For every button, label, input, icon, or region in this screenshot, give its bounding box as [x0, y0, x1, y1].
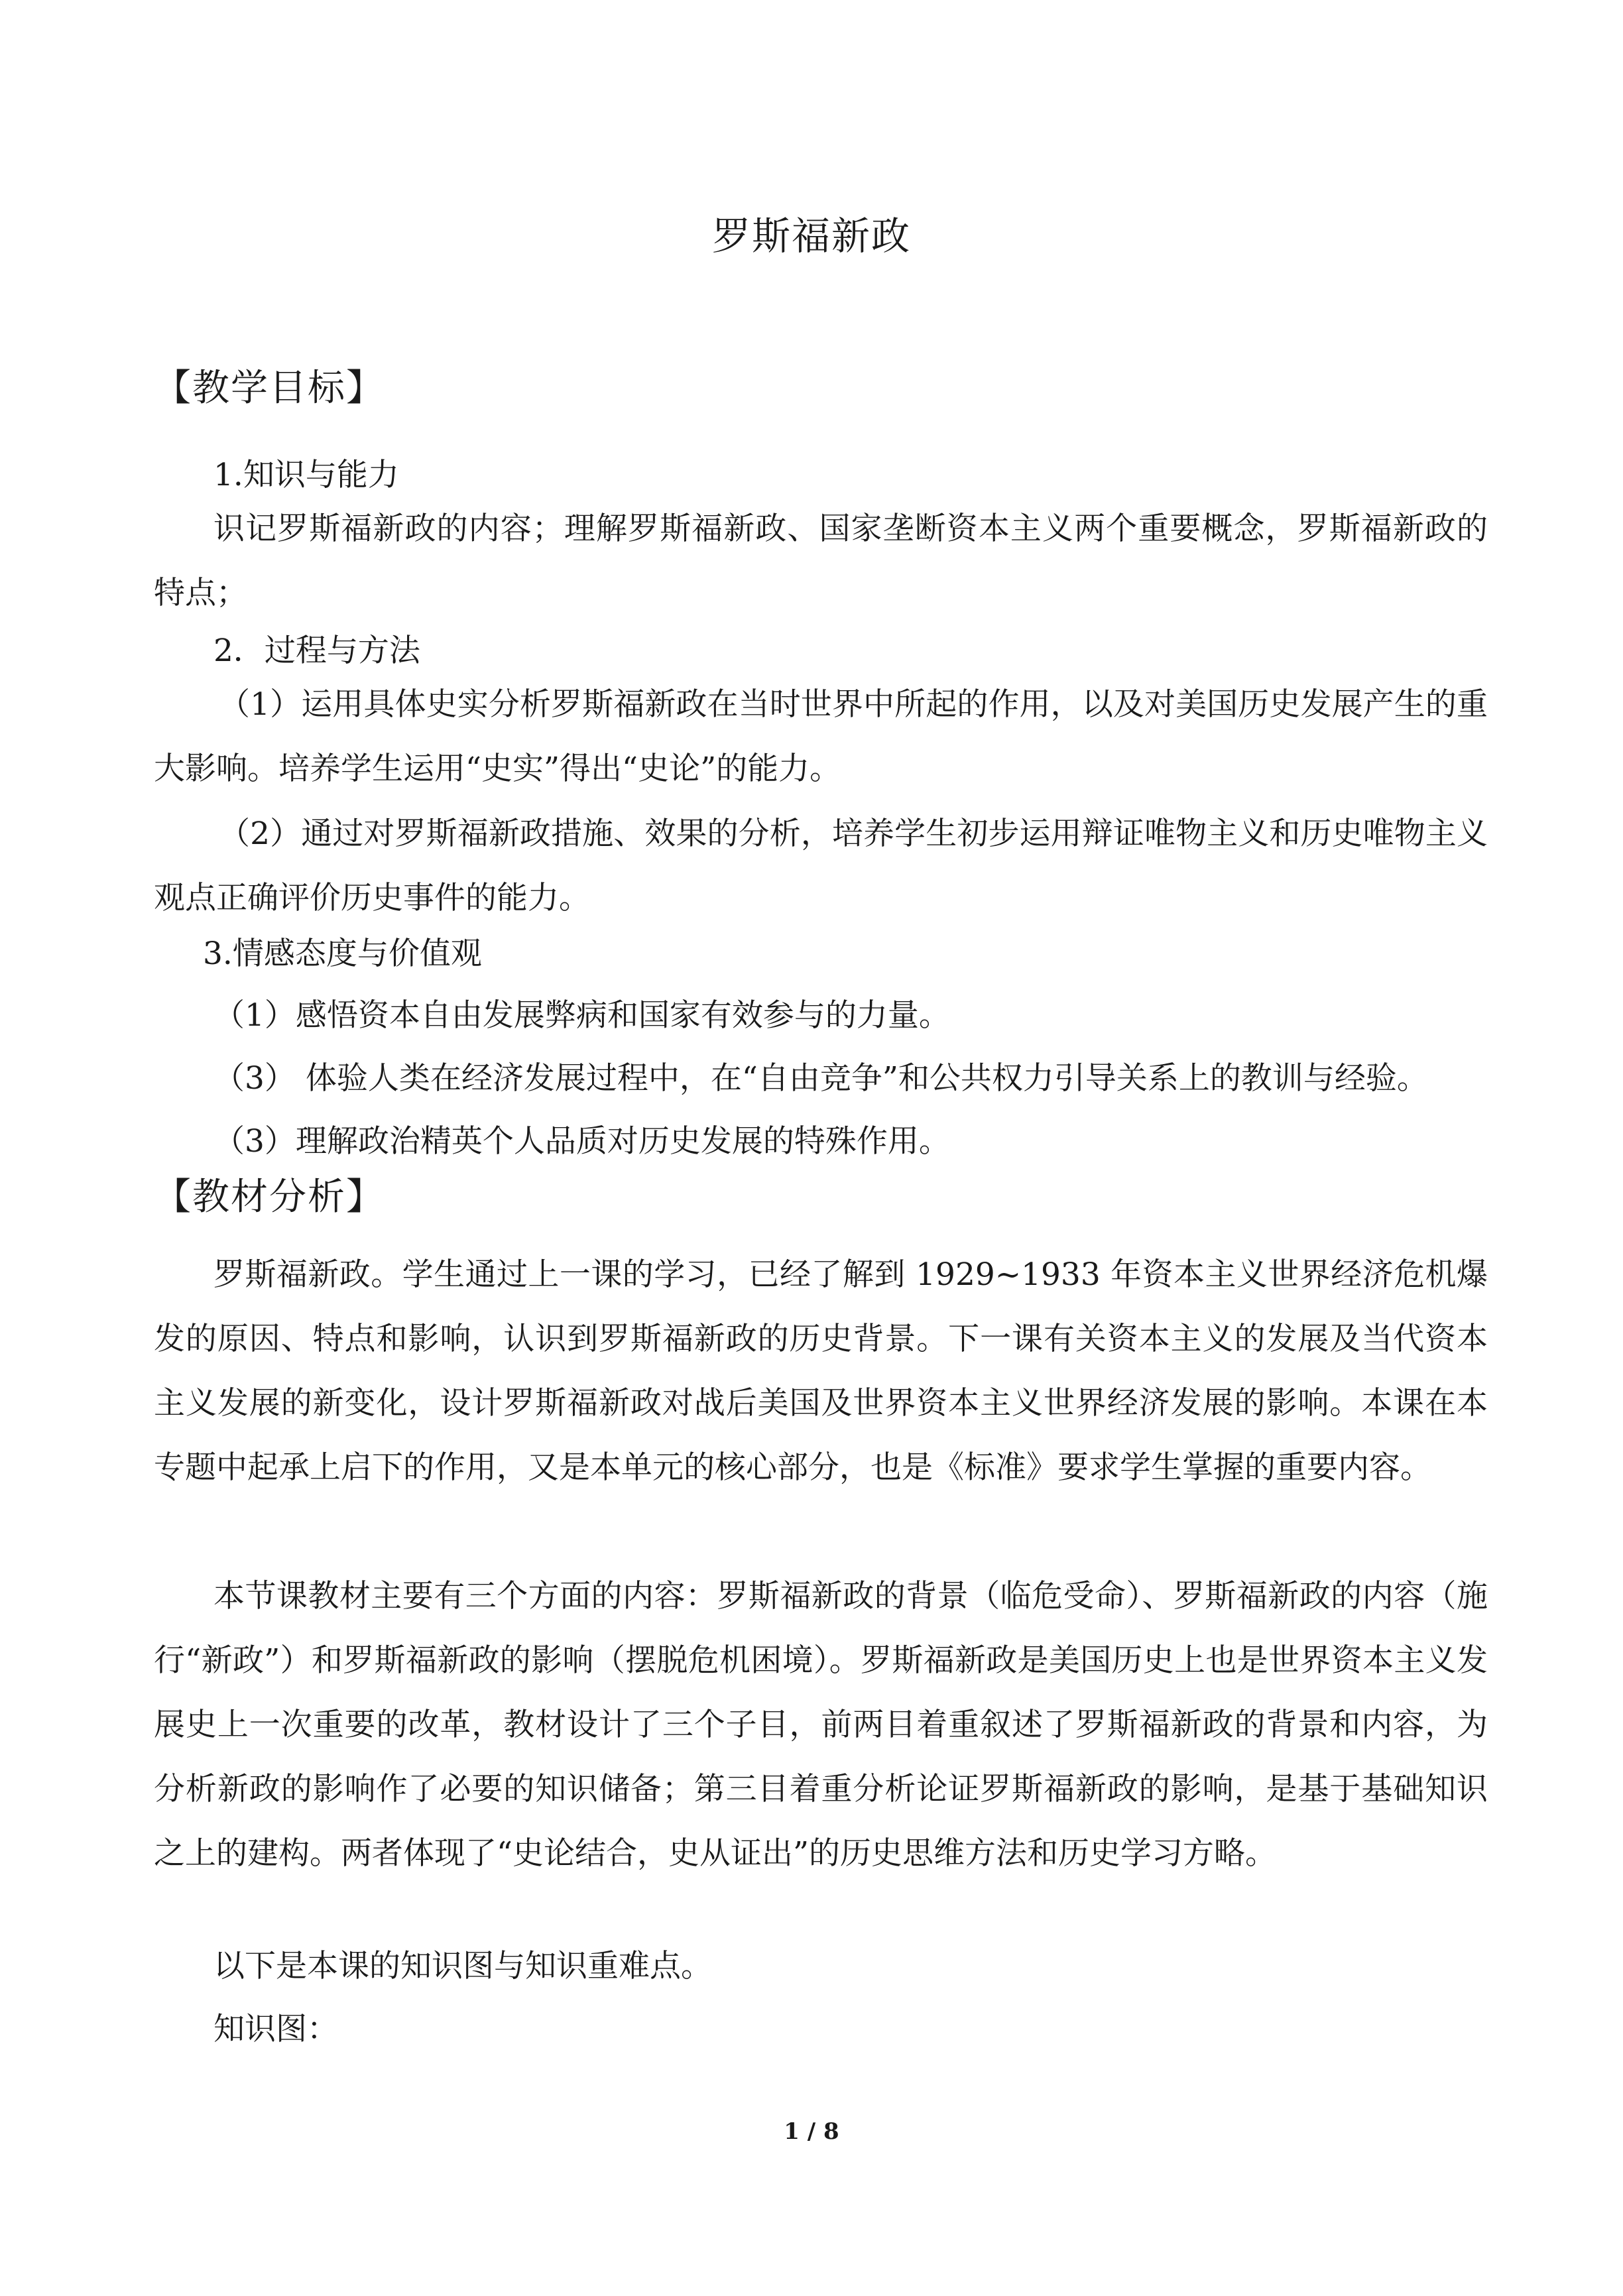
section-heading-analysis: 【教材分析】 [154, 1176, 385, 1219]
objective-attitude-item-3: （3）理解政治精英个人品质对历史发展的特殊作用。 [213, 1123, 950, 1160]
page-number: 1 / 8 [784, 2118, 839, 2145]
objective-process-heading: 2．过程与方法 [213, 633, 420, 669]
analysis-paragraph-1: 罗斯福新政。学生通过上一课的学习，已经了解到 1929~1933 年资本主义世界经济危机爆发的原因、特点和影响，认识到罗斯福新政的历史背景。下一课有关资本主义的发展及当代资本主义发展的新变化，设计罗斯福新政对战后美国及世界资本主义世界经济发展的影响。本课在本专题中起承上启下的作用，又是本单元的核心部分，也是《标准》要求学生掌握的重要内容。 [154, 1256, 1488, 1486]
objective-attitude-item-2: （3） 体验人类在经济发展过程中，在“自由竞争”和公共权力引导关系上的教训与经验。 [213, 1060, 1428, 1097]
analysis-paragraph-3: 以下是本课的知识图与知识重难点。 [213, 1948, 712, 1984]
objective-attitude-item-1: （1）感悟资本自由发展弊病和国家有效参与的力量。 [213, 997, 950, 1034]
objective-process-item-2: （2）通过对罗斯福新政措施、效果的分析，培养学生初步运用辩证唯物主义和历史唯物主义观点正确评价历史事件的能力。 [154, 816, 1488, 916]
objective-attitude-heading: 3.情感态度与价值观 [203, 936, 482, 972]
objective-knowledge-text: 识记罗斯福新政的内容；理解罗斯福新政、国家垄断资本主义两个重要概念，罗斯福新政的特点； [154, 511, 1488, 611]
analysis-paragraph-4: 知识图： [213, 2011, 338, 2047]
analysis-paragraph-2: 本节课教材主要有三个方面的内容：罗斯福新政的背景（临危受命）、罗斯福新政的内容（施行“新政”）和罗斯福新政的影响（摆脱危机困境）。罗斯福新政是美国历史上也是世界资本主义发展史上一次重要的改革，教材设计了三个子目，前两目着重叙述了罗斯福新政的背景和内容，为分析新政的影响作了必要的知识储备；第三目着重分析论证罗斯福新政的影响，是基于基础知识之上的建构。两者体现了“史论结合，史从证出”的历史思维方法和历史学习方略。 [154, 1578, 1488, 1872]
objective-process-item-1: （1）运用具体史实分析罗斯福新政在当时世界中所起的作用，以及对美国历史发展产生的重大影响。培养学生运用“史实”得出“史论”的能力。 [154, 686, 1488, 787]
document-title: 罗斯福新政 [711, 213, 911, 259]
section-heading-objectives: 【教学目标】 [154, 367, 385, 410]
objective-knowledge-heading: 1.知识与能力 [213, 457, 399, 493]
